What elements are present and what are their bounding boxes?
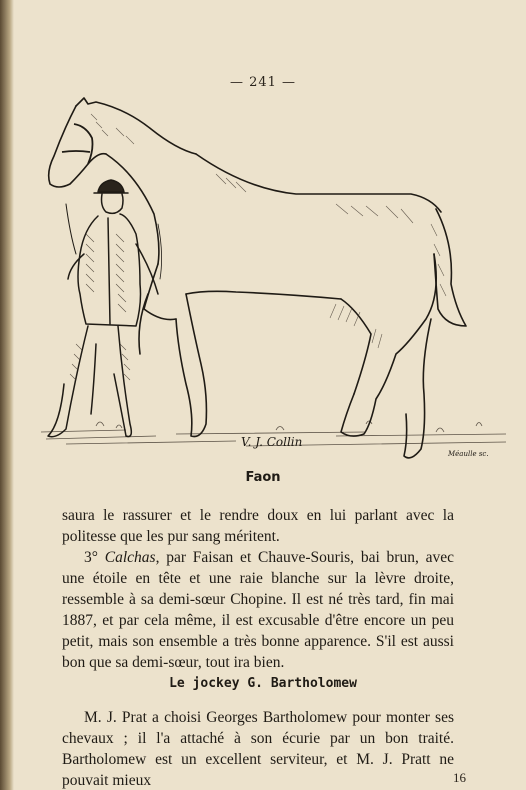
paragraph-2-text: , par Faisan et Chauve-Souris, bai brun, avec une étoile en tête et une raie blanche sur la lèvre droite, ressemble à sa demi-sœur Chopine. Il est né très tard, fin mai 1887, et par cela même, il est excusable d'être encore un peu petit, mais son ensemble a très bonne apparence. S'il est aussi bon que sa demi-sœur, tout ira bien. — [62, 549, 455, 671]
engraver-mark: Méaulle sc. — [448, 450, 489, 458]
horse-illustration — [36, 94, 511, 472]
illustration-caption: Faon — [245, 470, 281, 485]
artist-signature: V. J. Collin — [241, 435, 303, 449]
paragraph-1: saura le rassurer et le rendre doux en lui parlant avec la politesse que les pur sang méritent. — [62, 507, 454, 545]
item-number: 3° — [84, 549, 98, 566]
binding-gutter — [0, 0, 14, 790]
paragraph-3: M. J. Prat a choisi Georges Bartholomew pour monter ses chevaux ; il l'a attaché à son écurie par un bon traité. Bartholomew est un excellent serviteur, et M. J. Pratt ne pouvait mieux — [62, 709, 454, 789]
page-number-bottom: 16 — [453, 770, 466, 785]
page-number-top: — 241 — — [229, 75, 297, 90]
section-heading: Le jockey G. Bartholomew — [169, 676, 357, 691]
paragraph-2 — [62, 547, 454, 673]
horse-name: Calchas — [104, 549, 156, 566]
